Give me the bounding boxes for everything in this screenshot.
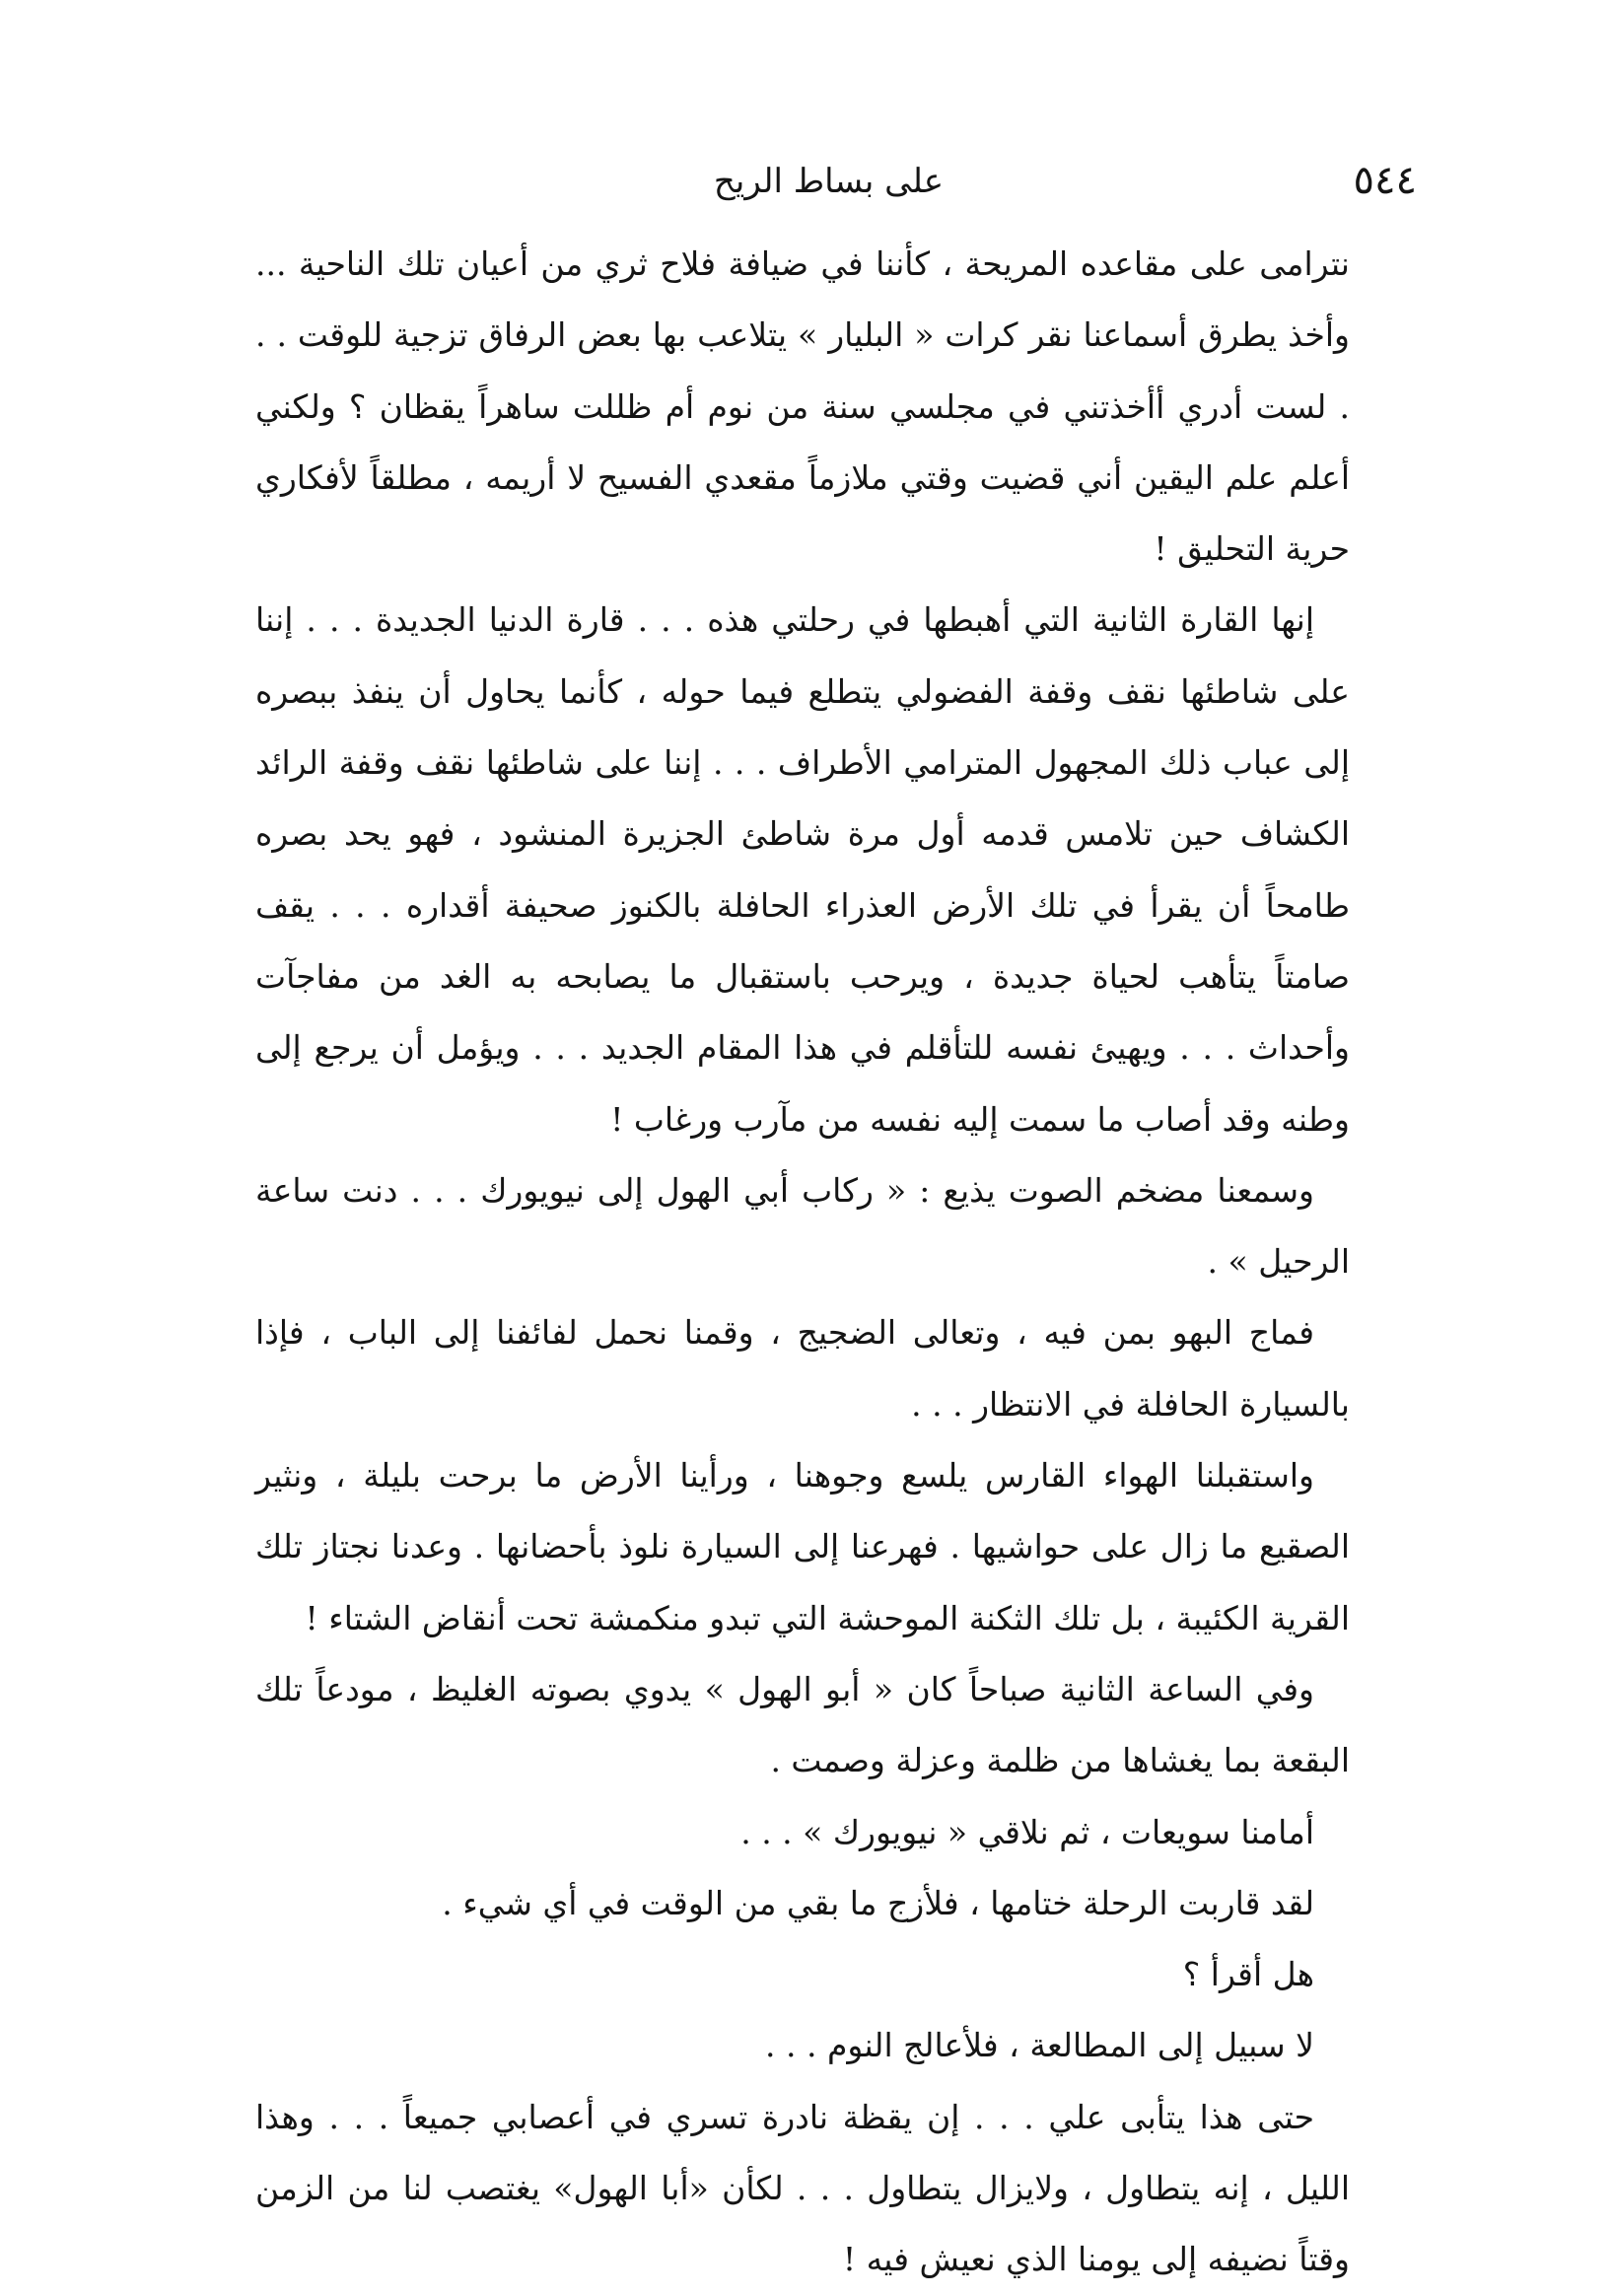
page-number: ٥٤٤ — [1353, 158, 1417, 203]
book-title: على بساط الريح — [713, 162, 944, 201]
paragraph-1: نترامى على مقاعده المريحة ، كأننا في ضيافة فلاح ثري من أعيان تلك الناحية ... وأخذ يطرق أسماعنا نقر كرات « البليار » يتلاعب بها بعض الرفاق تزجية للوقت . . . لست أدري أأخذتني في مجلسي سنة من نوم أم ظللت ساهراً يقظان ؟ ولكني أعلم علم اليقين أني قضيت وقتي ملازماً مقعدي الفسيح لا أريمه ، مطلقاً لأفكاري حرية التحليق ! — [255, 244, 1350, 569]
body-text — [255, 229, 1350, 2296]
dialogue-line-4: لا سبيل إلى المطالعة ، فلأعالج النوم . . . — [765, 2026, 1314, 2065]
paragraph-3: وسمعنا مضخم الصوت يذيع : « ركاب أبي الهول إلى نيويورك . . . دنت ساعة الرحيل » . — [255, 1170, 1350, 1282]
paragraph-5: واستقبلنا الهواء القارس يلسع وجوهنا ، ورأينا الأرض ما برحت بليلة ، ونثير الصقيع ما زال على حواشيها . فهرعنا إلى السيارة نلوذ بأحضانها . وعدنا نجتاز تلك القرية الكئيبة ، بل تلك الثكنة الموحشة التي تبدو منكمشة تحت أنقاض الشتاء ! — [255, 1456, 1350, 1637]
dialogue-line-1: أمامنا سويعات ، ثم نلاقي « نيويورك » . . . — [740, 1812, 1314, 1851]
dialogue-line-2: لقد قاربت الرحلة ختامها ، فلأزج ما بقي من الوقت في أي شيء . — [442, 1883, 1314, 1922]
running-head — [237, 158, 1417, 207]
paragraph-2: إنها القارة الثانية التي أهبطها في رحلتي هذه . . . قارة الدنيا الجديدة . . . إننا على شاطئها نقف وقفة الفضولي يتطلع فيما حوله ، كأنما يحاول أن ينفذ ببصره إلى عباب ذلك المجهول المترامي الأطراف . . . إننا على شاطئها نقف وقفة الرائد الكشاف حين تلامس قدمه أول مرة شاطئ الجزيرة المنشود ، فهو يحد بصره طامحاً أن يقرأ في تلك الأرض العذراء الحافلة بالكنوز صحيفة أقداره . . . يقف صامتاً يتأهب لحياة جديدة ، ويرحب باستقبال ما يصابحه به الغد من مفاجآت وأحداث . . . ويهيئ نفسه للتأقلم في هذا المقام الجديد . . . ويؤمل أن يرجع إلى وطنه وقد أصاب ما سمت إليه نفسه من مآرب ورغاب ! — [255, 600, 1350, 1139]
paragraph-4: فماج البهو بمن فيه ، وتعالى الضجيج ، وقمنا نحمل لفائفنا إلى الباب ، فإذا بالسيارة الحافلة في الانتظار . . . — [255, 1313, 1350, 1424]
paragraph-6: وفي الساعة الثانية صباحاً كان « أبو الهول » يدوي بصوته الغليظ ، مودعاً تلك البقعة بما يغشاها من ظلمة وعزلة وصمت . — [255, 1669, 1350, 1780]
dialogue-line-3: هل أقرأ ؟ — [1182, 1955, 1314, 1994]
paragraph-7: حتى هذا يتأبى علي . . . إن يقظة نادرة تسري في أعصابي جميعاً . . . وهذا الليل ، إنه يتطاول ، ولايزال يتطاول . . . لكأن «أبا الهول» يغتصب لنا من الزمن وقتاً نضيفه إلى يومنا الذي نعيش فيه ! — [255, 2097, 1350, 2279]
